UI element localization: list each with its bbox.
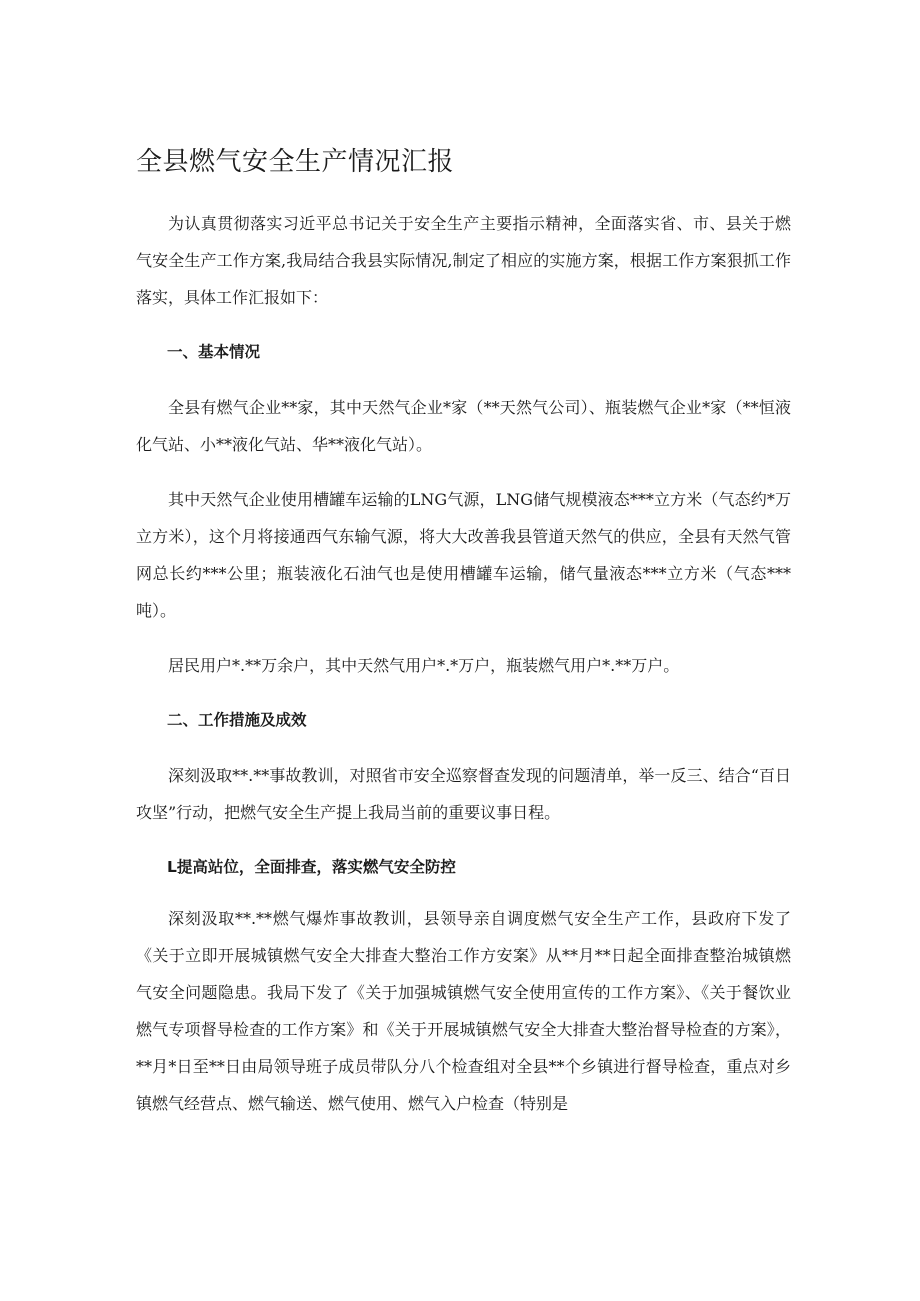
intro-paragraph: 为认真贯彻落实习近平总书记关于安全生产主要指示精神，全面落实省、市、县关于燃气安全生产工作方案,我局结合我县实际情况,制定了相应的实施方案，根据工作方案狠抓工作落实，具体工作汇报如下：: [136, 214, 791, 307]
section-heading-measures: 二、工作措施及成效: [167, 711, 307, 729]
section-heading-basic-situation: 一、基本情况: [167, 343, 261, 361]
document-title: 全县燃气安全生产情况汇报: [136, 147, 455, 177]
body-paragraph: 深刻汲取**.**事故教训，对照省市安全巡察督查发现的问题清单，举一反三、结合“百日攻坚”行动，把燃气安全生产提上我局当前的重要议事日程。: [136, 766, 791, 822]
body-paragraph: 居民用户*.**万余户，其中天然气用户*.*万户，瓶装燃气用户*.**万户。: [168, 656, 680, 675]
body-paragraph: 其中天然气企业使用槽罐车运输的LNG气源，LNG储气规模液态***立方米（气态约*万立方米），这个月将接通西气东输气源，将大大改善我县管道天然气的供应，全县有天然气管网总长约***公里；瓶装液化石油气也是使用槽罐车运输，储气量液态***立方米（气态***吨）。: [136, 490, 791, 620]
body-paragraph: 深刻汲取**.**燃气爆炸事故教训，县领导亲自调度燃气安全生产工作，县政府下发了《关于立即开展城镇燃气安全大排查大整治工作方安案》从**月**日起全面排查整治城镇燃气安全问题隐患。我局下发了《关于加强城镇燃气安全使用宣传的工作方案》、《关于餐饮业燃气专项督导检查的工作方案》和《关于开展城镇燃气安全大排查大整治督导检查的方案》，**月*日至**日由局领导班子成员带队分八个检查组对全县**个乡镇进行督导检查，重点对乡镇燃气经营点、燃气输送、燃气使用、燃气入户检查（特别是: [136, 909, 791, 1113]
document-body: [136, 205, 791, 1140]
subsection-heading: L提高站位，全面排查，落实燃气安全防控: [167, 858, 456, 876]
body-paragraph: 全县有燃气企业**家，其中天然气企业*家（**天然气公司）、瓶装燃气企业*家（**恒液化气站、小**液化气站、华**液化气站）。: [136, 398, 791, 454]
